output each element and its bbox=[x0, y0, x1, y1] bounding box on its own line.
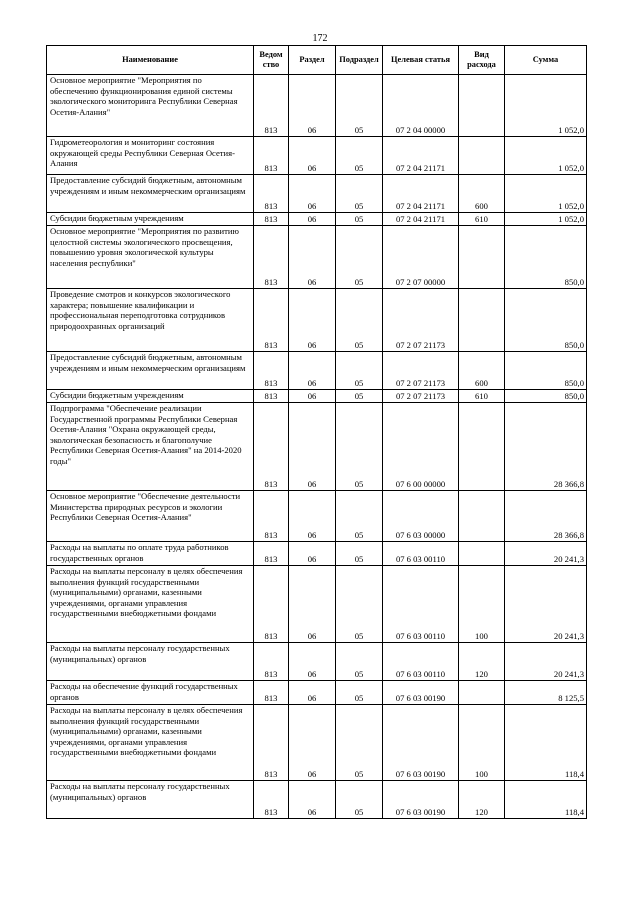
cell-dept: 813 bbox=[254, 75, 289, 137]
cell-target: 07 6 03 00190 bbox=[383, 705, 459, 781]
cell-dept: 813 bbox=[254, 213, 289, 226]
cell-subsection: 05 bbox=[336, 213, 383, 226]
cell-section: 06 bbox=[289, 289, 336, 352]
cell-target: 07 2 07 21173 bbox=[383, 390, 459, 403]
cell-subsection: 05 bbox=[336, 566, 383, 643]
cell-section: 06 bbox=[289, 681, 336, 705]
cell-target: 07 6 03 00110 bbox=[383, 643, 459, 681]
header-sum: Сумма bbox=[505, 46, 587, 75]
cell-target: 07 6 03 00110 bbox=[383, 542, 459, 566]
table-row bbox=[47, 137, 587, 175]
cell-dept: 813 bbox=[254, 289, 289, 352]
cell-type: 100 bbox=[459, 705, 505, 781]
cell-name: Основное мероприятие "Обеспечение деятельности Министерства природных ресурсов и экологии Республики Северная Осетия-Алания" bbox=[47, 491, 254, 542]
cell-name: Подпрограмма "Обеспечение реализации Государственной программы Республики Северная Осетия-Алания "Охрана окружающей среды, экологическая безопасность и благополучие Республики Северная Осетия-Алания" на 2014-2020 годы" bbox=[47, 403, 254, 491]
table-row bbox=[47, 75, 587, 137]
cell-name: Проведение смотров и конкурсов экологического характера; повышение квалификации и профессиональная переподготовка сотрудников природоохранных организаций bbox=[47, 289, 254, 352]
cell-name: Предоставление субсидий бюджетным, автономным учреждениям и иным некоммерческим организациям bbox=[47, 352, 254, 390]
table-row bbox=[47, 542, 587, 566]
cell-target: 07 6 03 00110 bbox=[383, 566, 459, 643]
cell-target: 07 2 04 21171 bbox=[383, 137, 459, 175]
cell-subsection: 05 bbox=[336, 542, 383, 566]
cell-section: 06 bbox=[289, 403, 336, 491]
cell-type bbox=[459, 403, 505, 491]
cell-section: 06 bbox=[289, 566, 336, 643]
cell-name: Расходы на обеспечение функций государственных органов bbox=[47, 681, 254, 705]
cell-sum: 118,4 bbox=[505, 781, 587, 819]
cell-name: Расходы на выплаты персоналу в целях обеспечения выполнения функций государственными (муниципальными) органами, казенными учреждениями, органами управления государственными внебюджетными фондами bbox=[47, 566, 254, 643]
cell-name: Расходы на выплаты персоналу государственных (муниципальных) органов bbox=[47, 781, 254, 819]
cell-type bbox=[459, 226, 505, 289]
cell-name: Расходы на выплаты персоналу в целях обеспечения выполнения функций государственными (муниципальными) органами, казенными учреждениями, органами управления государственными внебюджетными фондами bbox=[47, 705, 254, 781]
table-row bbox=[47, 226, 587, 289]
cell-sum: 850,0 bbox=[505, 289, 587, 352]
cell-name: Основное мероприятие "Мероприятия по обеспечению функционирования единой системы экологического мониторинга Республики Северная Осетия-Алания" bbox=[47, 75, 254, 137]
table-row bbox=[47, 491, 587, 542]
cell-section: 06 bbox=[289, 213, 336, 226]
cell-section: 06 bbox=[289, 226, 336, 289]
cell-target: 07 6 03 00000 bbox=[383, 491, 459, 542]
cell-sum: 8 125,5 bbox=[505, 681, 587, 705]
cell-sum: 850,0 bbox=[505, 390, 587, 403]
cell-type: 610 bbox=[459, 213, 505, 226]
cell-sum: 850,0 bbox=[505, 226, 587, 289]
cell-name: Основное мероприятие "Мероприятия по развитию целостной системы экологического просвещения, повышению уровня экологической культуры населения республики" bbox=[47, 226, 254, 289]
cell-section: 06 bbox=[289, 643, 336, 681]
table-row bbox=[47, 681, 587, 705]
table-row bbox=[47, 213, 587, 226]
cell-type bbox=[459, 491, 505, 542]
header-type: Вид расхода bbox=[459, 46, 505, 75]
cell-section: 06 bbox=[289, 781, 336, 819]
cell-target: 07 6 03 00190 bbox=[383, 681, 459, 705]
cell-sum: 20 241,3 bbox=[505, 643, 587, 681]
cell-sum: 20 241,3 bbox=[505, 566, 587, 643]
cell-dept: 813 bbox=[254, 705, 289, 781]
cell-target: 07 2 07 21173 bbox=[383, 352, 459, 390]
cell-name: Расходы на выплаты персоналу государственных (муниципальных) органов bbox=[47, 643, 254, 681]
cell-section: 06 bbox=[289, 542, 336, 566]
cell-name: Предоставление субсидий бюджетным, автономным учреждениям и иным некоммерческим организациям bbox=[47, 175, 254, 213]
cell-name: Расходы на выплаты по оплате труда работников государственных органов bbox=[47, 542, 254, 566]
cell-section: 06 bbox=[289, 175, 336, 213]
cell-target: 07 6 03 00190 bbox=[383, 781, 459, 819]
table-row bbox=[47, 643, 587, 681]
table-row bbox=[47, 289, 587, 352]
table-header-row bbox=[47, 46, 587, 75]
header-section: Раздел bbox=[289, 46, 336, 75]
cell-name: Гидрометеорология и мониторинг состояния окружающей среды Республики Северная Осетия-Алания bbox=[47, 137, 254, 175]
cell-type: 600 bbox=[459, 175, 505, 213]
cell-dept: 813 bbox=[254, 352, 289, 390]
header-target: Целевая статья bbox=[383, 46, 459, 75]
cell-subsection: 05 bbox=[336, 643, 383, 681]
cell-type bbox=[459, 289, 505, 352]
cell-section: 06 bbox=[289, 390, 336, 403]
cell-subsection: 05 bbox=[336, 403, 383, 491]
header-subsection: Подраздел bbox=[336, 46, 383, 75]
cell-sum: 1 052,0 bbox=[505, 175, 587, 213]
cell-dept: 813 bbox=[254, 566, 289, 643]
cell-sum: 118,4 bbox=[505, 705, 587, 781]
cell-subsection: 05 bbox=[336, 781, 383, 819]
table-row bbox=[47, 566, 587, 643]
cell-sum: 1 052,0 bbox=[505, 137, 587, 175]
cell-subsection: 05 bbox=[336, 289, 383, 352]
table-row bbox=[47, 352, 587, 390]
header-dept: Ведом ство bbox=[254, 46, 289, 75]
cell-type: 610 bbox=[459, 390, 505, 403]
cell-dept: 813 bbox=[254, 403, 289, 491]
cell-type: 120 bbox=[459, 643, 505, 681]
cell-dept: 813 bbox=[254, 781, 289, 819]
cell-target: 07 2 04 21171 bbox=[383, 175, 459, 213]
cell-type: 600 bbox=[459, 352, 505, 390]
cell-dept: 813 bbox=[254, 542, 289, 566]
cell-dept: 813 bbox=[254, 390, 289, 403]
cell-name: Субсидии бюджетным учреждениям bbox=[47, 390, 254, 403]
table-row bbox=[47, 390, 587, 403]
table-row bbox=[47, 705, 587, 781]
cell-dept: 813 bbox=[254, 137, 289, 175]
cell-sum: 28 366,8 bbox=[505, 403, 587, 491]
cell-dept: 813 bbox=[254, 643, 289, 681]
cell-dept: 813 bbox=[254, 175, 289, 213]
table-row bbox=[47, 781, 587, 819]
cell-sum: 1 052,0 bbox=[505, 75, 587, 137]
header-name: Наименование bbox=[47, 46, 254, 75]
budget-table bbox=[46, 45, 587, 819]
cell-target: 07 2 04 21171 bbox=[383, 213, 459, 226]
cell-name: Субсидии бюджетным учреждениям bbox=[47, 213, 254, 226]
cell-subsection: 05 bbox=[336, 491, 383, 542]
cell-type bbox=[459, 681, 505, 705]
cell-section: 06 bbox=[289, 137, 336, 175]
table-row bbox=[47, 175, 587, 213]
cell-dept: 813 bbox=[254, 681, 289, 705]
cell-sum: 20 241,3 bbox=[505, 542, 587, 566]
cell-target: 07 2 07 00000 bbox=[383, 226, 459, 289]
cell-subsection: 05 bbox=[336, 705, 383, 781]
cell-target: 07 2 04 00000 bbox=[383, 75, 459, 137]
cell-target: 07 2 07 21173 bbox=[383, 289, 459, 352]
cell-subsection: 05 bbox=[336, 681, 383, 705]
cell-type bbox=[459, 542, 505, 566]
cell-sum: 1 052,0 bbox=[505, 213, 587, 226]
cell-sum: 850,0 bbox=[505, 352, 587, 390]
cell-type bbox=[459, 137, 505, 175]
table-row bbox=[47, 403, 587, 491]
cell-target: 07 6 00 00000 bbox=[383, 403, 459, 491]
page-number: 172 bbox=[312, 33, 328, 44]
cell-section: 06 bbox=[289, 491, 336, 542]
cell-sum: 28 366,8 bbox=[505, 491, 587, 542]
cell-type: 120 bbox=[459, 781, 505, 819]
cell-type: 100 bbox=[459, 566, 505, 643]
cell-subsection: 05 bbox=[336, 390, 383, 403]
cell-section: 06 bbox=[289, 705, 336, 781]
cell-dept: 813 bbox=[254, 491, 289, 542]
cell-subsection: 05 bbox=[336, 175, 383, 213]
cell-subsection: 05 bbox=[336, 137, 383, 175]
cell-section: 06 bbox=[289, 352, 336, 390]
cell-section: 06 bbox=[289, 75, 336, 137]
cell-subsection: 05 bbox=[336, 75, 383, 137]
cell-subsection: 05 bbox=[336, 226, 383, 289]
cell-dept: 813 bbox=[254, 226, 289, 289]
cell-subsection: 05 bbox=[336, 352, 383, 390]
cell-type bbox=[459, 75, 505, 137]
